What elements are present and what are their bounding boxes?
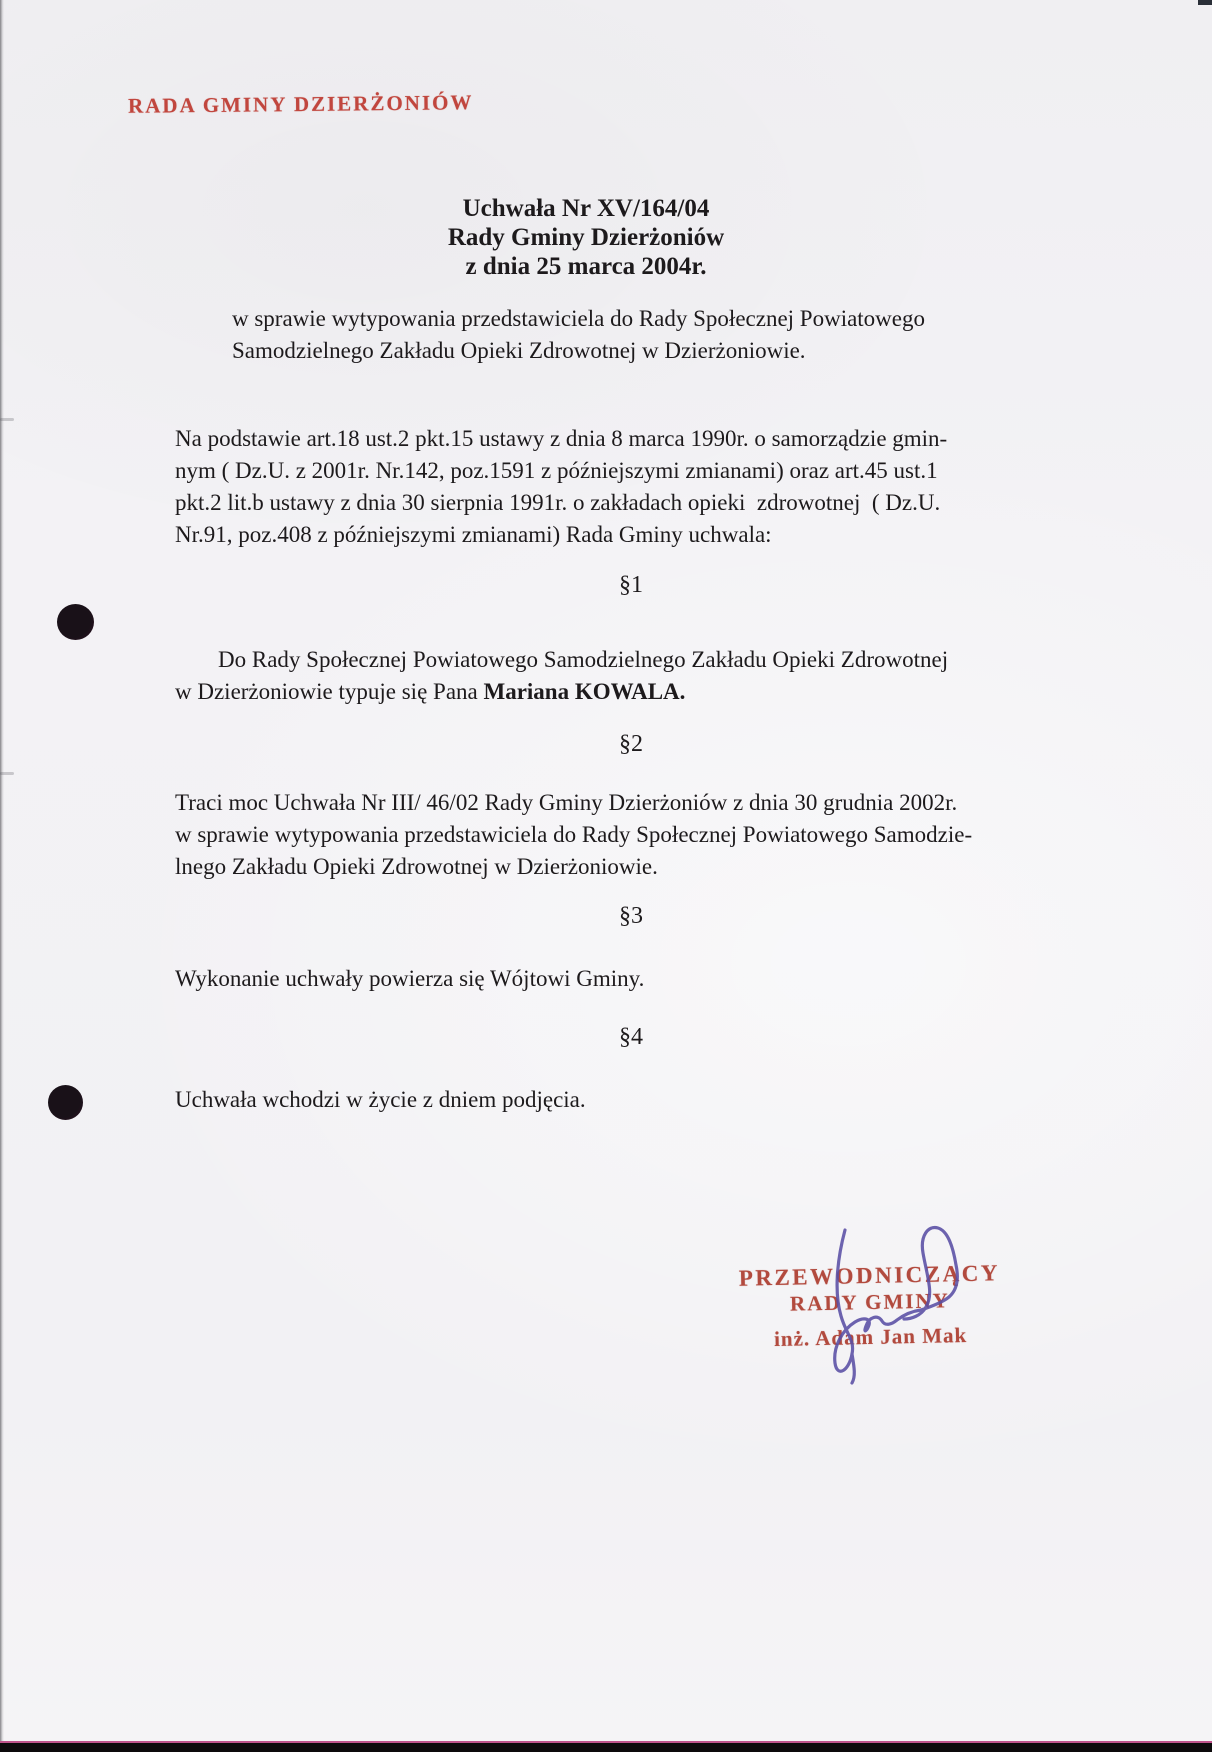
subject-paragraph [232,303,925,367]
paper-crease-mark [0,772,14,775]
legal-basis-line: pkt.2 lit.b ustawy z dnia 30 sierpnia 1991r. o zakładach opieki zdrowotnej ( Dz.U. [175,490,941,515]
section-4-paragraph [175,1084,586,1116]
legal-basis-line: Na podstawie art.18 ust.2 pkt.15 ustawy z dnia 8 marca 1990r. o samorządzie gmin- [175,426,948,451]
legal-basis-line: nym ( Dz.U. z 2001r. Nr.142, poz.1591 z późniejszymi zmianami) oraz art.45 ust.1 [175,458,938,483]
section-3-line: Wykonanie uchwały powierza się Wójtowi Gminy. [175,966,645,991]
hole-punch-dot [57,604,94,640]
title-resolution-number: Uchwała Nr XV/164/04 [462,195,710,222]
legal-basis-line: Nr.91, poz.408 z późniejszymi zmianami) Rada Gminy uchwala: [175,522,772,547]
section-3-mark: §3 [619,903,643,929]
section-1-line: Do Rady Społecznej Powiatowego Samodzielnego Zakładu Opieki Zdrowotnej [218,647,949,672]
legal-basis-paragraph [175,423,947,551]
subject-line: Samodzielnego Zakładu Opieki Zdrowotnej w Dzierżoniowie. [232,338,806,363]
document-title [0,194,1172,281]
paper-crease-mark [0,418,14,421]
section-2-mark: §2 [619,731,643,757]
title-issuing-body: Rady Gminy Dzierżoniów [447,224,725,251]
section-1-paragraph [175,644,948,708]
section-2-line: Traci moc Uchwała Nr III/ 46/02 Rady Gminy Dzierżoniów z dnia 30 grudnia 2002r. [175,790,958,815]
section-1-mark: §1 [619,572,643,598]
section-1-line [175,676,948,708]
handwritten-signature [782,1218,982,1390]
section-2-paragraph [175,787,972,883]
section-2-line: lnego Zakładu Opieki Zdrowotnej w Dzierżoniowie. [175,854,658,879]
section-3-paragraph [175,963,644,995]
chairman-title: PRZEWODNICZĄCY [738,1260,1001,1291]
appointed-person-name: Mariana KOWALA. [483,679,686,704]
council-header-stamp: RADA GMINY DZIERŻONIÓW [127,90,474,118]
scan-edge-bottom [0,1741,1212,1752]
hole-punch-dot [48,1085,83,1120]
chairman-name: inż. Adam Jan Mak [773,1322,968,1352]
title-date: z dnia 25 marca 2004r. [465,253,707,280]
section-1-text-regular: w Dzierżoniowie typuje się Pana [175,679,484,704]
scan-corner-artifact [1198,0,1212,5]
section-4-line: Uchwała wchodzi w życie z dniem podjęcia. [175,1087,586,1112]
chairman-body: RADY GMINY [789,1288,951,1316]
subject-line: w sprawie wytypowania przedstawiciela do Rady Społecznej Powiatowego [232,306,925,331]
section-2-line: w sprawie wytypowania przedstawiciela do Rady Społecznej Powiatowego Samodzie- [175,822,973,847]
section-4-mark: §4 [619,1024,643,1050]
